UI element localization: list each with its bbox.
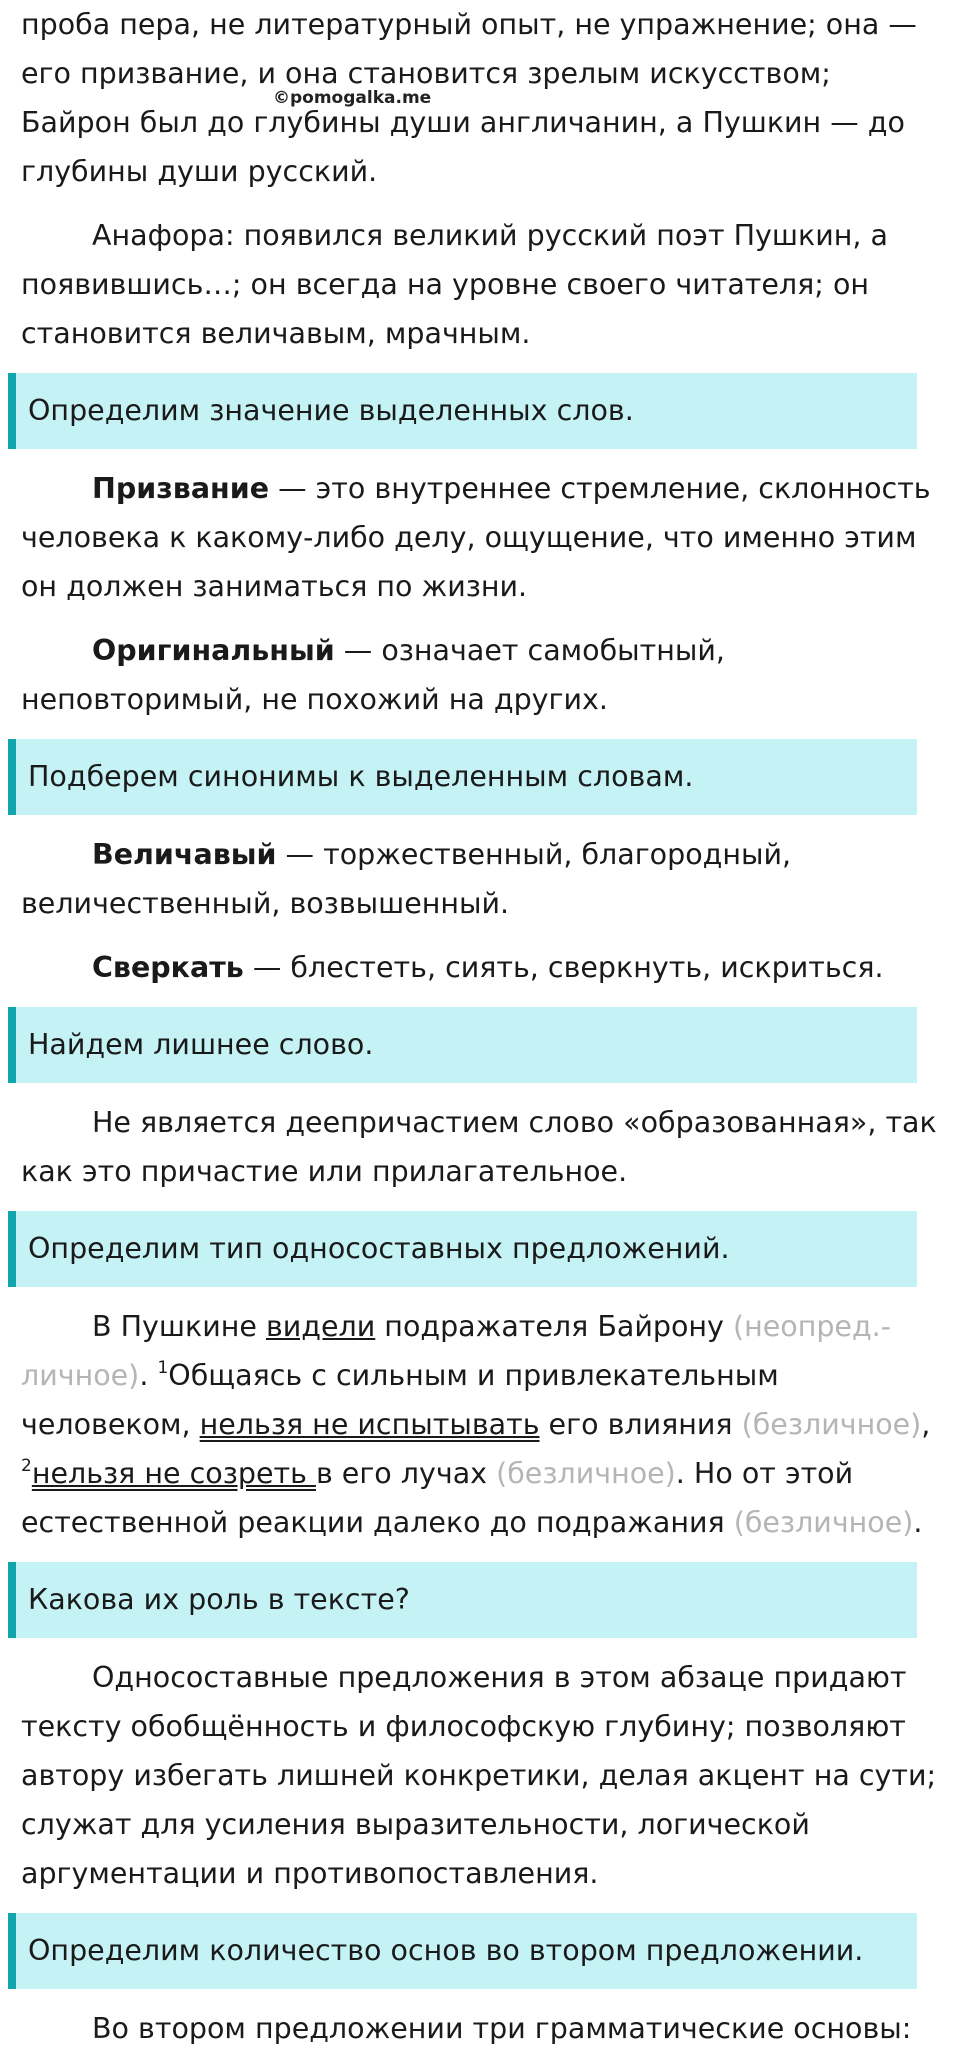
term-velichavy: Величавый xyxy=(92,838,277,871)
synonyms-velichavy-text: — торжественный, благородный, величественный, возвышенный. xyxy=(21,838,792,920)
text-fragment: подражателя Байрону xyxy=(375,1310,733,1343)
text-fragment: . xyxy=(139,1359,158,1392)
term-originalny: Оригинальный xyxy=(92,634,335,667)
term-sverkat: Сверкать xyxy=(92,951,244,984)
synonyms-sverkat-text: — блестеть, сиять, сверкнуть, искриться. xyxy=(243,951,884,984)
text-fragment: . xyxy=(913,1506,923,1539)
question-extra-word: Найдем лишнее слово. xyxy=(8,1007,917,1083)
paragraph-role: Односоставные предложения в этом абзаце придают тексту обобщённость и философскую глубину; позволяют автору избегать лишней конкретики, делая акцент на сути; служат для усиления выразительности, логической аргументации и противопоставления. xyxy=(21,1661,937,1890)
superscript-1: 1 xyxy=(157,1358,169,1378)
predicate-sozret: нельзя не созреть xyxy=(31,1457,316,1490)
text-fragment: . Но от этой естественной реакции далеко до подражания xyxy=(21,1457,854,1539)
type-label: (неопред.-личное) xyxy=(21,1310,891,1392)
question-sentence-type: Определим тип односоставных предложений. xyxy=(8,1211,917,1287)
question-synonyms: Подберем синонимы к выделенным словам. xyxy=(8,739,917,815)
paragraph-byron-pushkin: проба пера, не литературный опыт, не упражнение; она — его призвание, и она становится зрелым искусством; Байрон был до глубины души англичанин, а Пушкин — до глубины души русский. xyxy=(21,8,917,188)
text-fragment: в его лучах xyxy=(315,1457,497,1490)
term-prizvanie: Призвание xyxy=(92,472,270,505)
definition-prizvanie xyxy=(21,464,939,611)
type-label: (безличное) xyxy=(741,1408,922,1441)
type-label: (безличное) xyxy=(496,1457,676,1490)
paragraph-bases: Во втором предложении три грамматические основы: xyxy=(92,2012,912,2045)
text-fragment: Общаясь с сильным и привлекательным человеком, xyxy=(21,1359,779,1441)
superscript-2: 2 xyxy=(21,1456,32,1476)
question-role: Какова их роль в тексте? xyxy=(8,1562,917,1638)
paragraph-extra-word: Не является деепричастием слово «образованная», так как это причастие или прилагательное. xyxy=(21,1106,937,1188)
text-fragment: В Пушкине xyxy=(92,1310,266,1343)
predicate-ispytyvat: нельзя не испытывать xyxy=(199,1408,540,1441)
question-bases-count: Определим количество основ во втором предложении. xyxy=(8,1913,917,1989)
definition-originalny xyxy=(21,626,939,724)
paragraph-anaphora: Анафора: появился великий русский поэт Пушкин, а появившись…; он всегда на уровне своего читателя; он становится величавым, мрачным. xyxy=(21,219,888,350)
synonyms-velichavy xyxy=(21,830,939,928)
watermark: ©pomogalka.me xyxy=(273,88,432,108)
predicate-videli: видели xyxy=(265,1310,376,1343)
definition-prizvanie-text: — это внутреннее стремление, склонность человека к какому-либо делу, ощущение, что именно этим он должен заниматься по жизни. xyxy=(21,472,931,603)
definition-originalny-text: — означает самобытный, неповторимый, не похожий на других. xyxy=(21,634,725,716)
paragraph-sentence-types xyxy=(21,1302,939,1547)
text-fragment: , xyxy=(921,1408,931,1441)
synonyms-sverkat xyxy=(21,943,939,992)
text-fragment: его влияния xyxy=(539,1408,742,1441)
type-label: (безличное) xyxy=(733,1506,914,1539)
question-meaning: Определим значение выделенных слов. xyxy=(8,373,917,449)
